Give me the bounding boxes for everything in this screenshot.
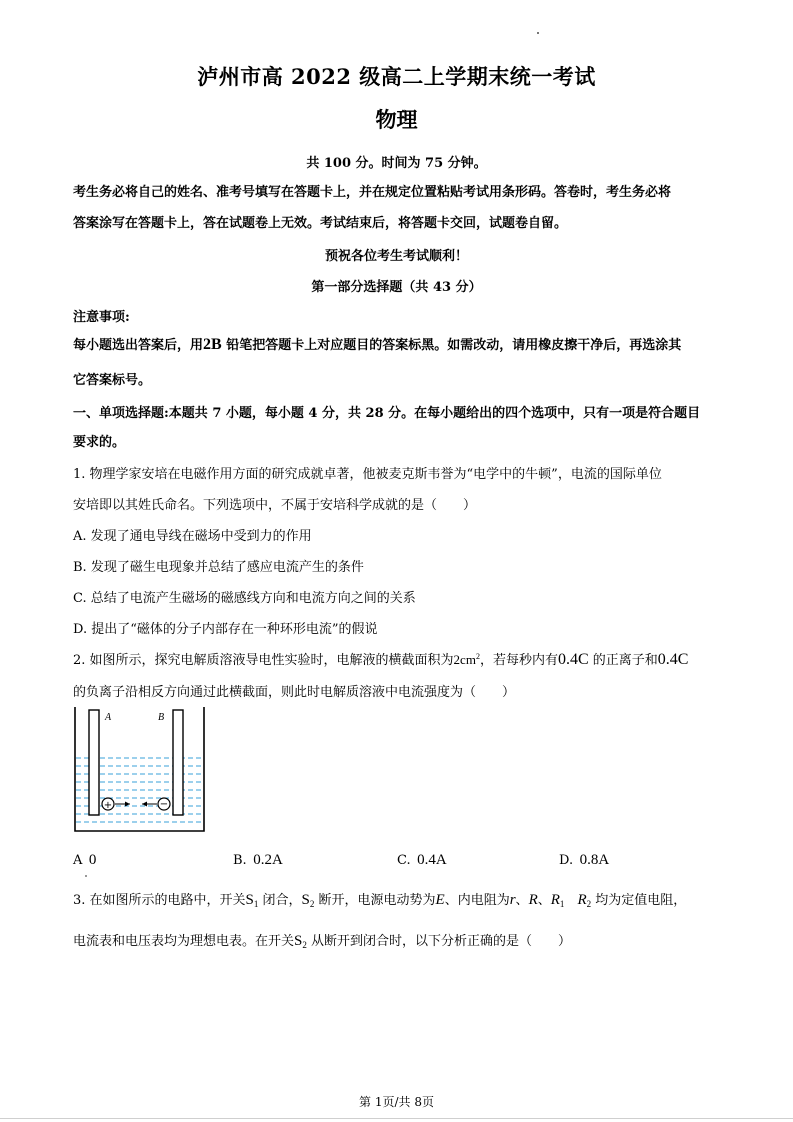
- electrolysis-figure: [70, 705, 210, 835]
- q2-option-b-value: 0.2A: [253, 852, 283, 868]
- q3-r2-symbol: R: [577, 892, 587, 908]
- q3-s2: [302, 892, 315, 908]
- notice-post: 铅笔把答题卡上对应题目的答案标黑。如需改动，请用橡皮擦干净后，再选涂其: [221, 338, 682, 353]
- q3-t3: 断开，电源电动势为: [314, 893, 436, 908]
- scan-dot: [537, 32, 539, 34]
- q3-internal-r: r: [509, 892, 516, 908]
- q2-option-a: [73, 852, 96, 869]
- q3-t6: 、: [537, 893, 551, 908]
- electrode-a: [89, 710, 99, 815]
- q2-text-c: 的正离子和: [588, 653, 658, 668]
- q2-charge-positive: 0.4C: [557, 651, 589, 668]
- q1-option-c: C. 总结了电流产生磁场的磁感线方向和电流方向之间的关系: [73, 591, 416, 606]
- q3-s2b-symbol: S: [294, 933, 303, 949]
- q2-line-2: 的负离子沿相反方向通过此横截面，则此时电解质溶液中电流强度为（ ）: [73, 685, 516, 700]
- q3-s2-again: [294, 933, 307, 949]
- blessing: 预祝各位考生考试顺利！: [324, 249, 468, 264]
- q2-option-b: [233, 852, 283, 869]
- q3-line-1: [73, 889, 686, 909]
- q2-option-d-value: 0.8A: [579, 852, 610, 868]
- q3-s2b-subscript: 2: [302, 940, 307, 950]
- q3-s1-subscript: 1: [253, 899, 259, 909]
- q2-text-a: 2. 如图所示，探究电解质溶液导电性实验时，电解液的横截面积为: [73, 653, 454, 668]
- q3-resistor-r1: [551, 892, 565, 908]
- negative-ion-sign: −: [159, 799, 169, 810]
- q2-option-d-letter: D.: [559, 853, 574, 868]
- q1-line-2: 安培即以其姓氏命名。下列选项中，不属于安培科学成就的是（ ）: [73, 498, 477, 513]
- notice-line-2: 它答案标号。: [73, 373, 152, 388]
- q3-s1-symbol: S: [245, 892, 254, 908]
- q3-line-2: [73, 930, 571, 950]
- label-b: B: [158, 712, 165, 723]
- section-heading-line-1: 一、单项选择题:本题共 7 小题，每小题 4 分，共 28 分。在每小题给出的四个选项中，只有一项是符合题目: [73, 406, 701, 421]
- q2-charge-negative: 0.4C: [657, 651, 689, 668]
- q2-option-c: [397, 852, 447, 869]
- section-heading-line-2: 要求的。: [73, 435, 126, 450]
- q3-line2-b: 从断开到闭合时，以下分析正确的是（ ）: [306, 934, 571, 949]
- q3-t4: 、内电阻为: [444, 893, 510, 908]
- q3-t8: 均为定值电阻，: [591, 893, 687, 908]
- q3-r2-subscript: 2: [586, 899, 592, 909]
- q3-line2-a: 电流表和电压表均为理想电表。在开关: [73, 934, 295, 949]
- bottom-divider: [0, 1118, 793, 1119]
- q3-t7: [564, 893, 577, 908]
- scan-dot-2: [85, 875, 87, 877]
- q3-resistor-r: R: [528, 892, 538, 908]
- q3-t5: 、: [515, 893, 529, 908]
- label-a: A: [105, 712, 112, 723]
- q2-option-c-letter: C.: [397, 853, 411, 868]
- instructions-line-1: 考生务必将自己的姓名、准考号填写在答题卡上，并在规定位置粘贴考试用条形码。答卷时，考生务必将: [73, 185, 672, 200]
- notice-pre: 每小题选出答案后，用: [73, 338, 204, 353]
- q3-s1: [246, 892, 259, 908]
- q2-option-b-letter: B.: [233, 853, 247, 868]
- page-number: 第 1页/共 8页: [359, 1095, 434, 1109]
- time-info: 共 100 分。时间为 75 分钟。: [306, 156, 487, 171]
- q2-area-value: 2cm: [453, 652, 476, 667]
- notice-line-1: [73, 334, 681, 354]
- q3-resistor-r2: [577, 892, 591, 908]
- q3-t2: 闭合，: [258, 893, 302, 908]
- q2-option-d: [559, 852, 609, 869]
- q3-s2-subscript: 2: [309, 899, 315, 909]
- q3-emf: E: [435, 892, 445, 908]
- q2-line-1: [73, 649, 688, 669]
- exam-title: 泸州市高 2022 级高二上学期末统一考试: [197, 64, 596, 89]
- q2-area: [454, 652, 480, 667]
- q2-option-a-letter: A: [73, 853, 83, 868]
- electrode-b: [173, 710, 183, 815]
- q2-area-exponent: 2: [475, 652, 480, 661]
- instructions-line-2: 答案涂写在答题卡上，答在试题卷上无效。考试结束后，将答题卡交回，试题卷自留。: [73, 216, 568, 231]
- q3-t1: 3. 在如图所示的电路中，开关: [73, 893, 246, 908]
- q2-option-a-value: 0: [88, 852, 97, 868]
- positive-ion-sign: +: [103, 800, 113, 811]
- notice-label: 注意事项:: [73, 310, 130, 325]
- subject-title: 物理: [375, 107, 418, 132]
- q3-s2-symbol: S: [301, 892, 310, 908]
- q3-r1-subscript: 1: [559, 899, 565, 909]
- q2-option-c-value: 0.4A: [417, 852, 447, 868]
- q1-option-b: B. 发现了磁生电现象并总结了感应电流产生的条件: [73, 560, 364, 575]
- q3-r1-symbol: R: [550, 892, 560, 908]
- pencil-grade: 2B: [203, 336, 222, 353]
- q2-text-b: ，若每秒内有: [479, 653, 558, 668]
- part1-heading: 第一部分选择题（共 43 分）: [311, 280, 482, 295]
- q1-option-d: D. 提出了“磁体的分子内部存在一种环形电流”的假说: [73, 622, 378, 637]
- q1-option-a: A. 发现了通电导线在磁场中受到力的作用: [73, 529, 312, 544]
- q1-line-1: 1. 物理学家安培在电磁作用方面的研究成就卓著，他被麦克斯韦誉为“电学中的牛顿”，电流的国际单位: [73, 467, 662, 482]
